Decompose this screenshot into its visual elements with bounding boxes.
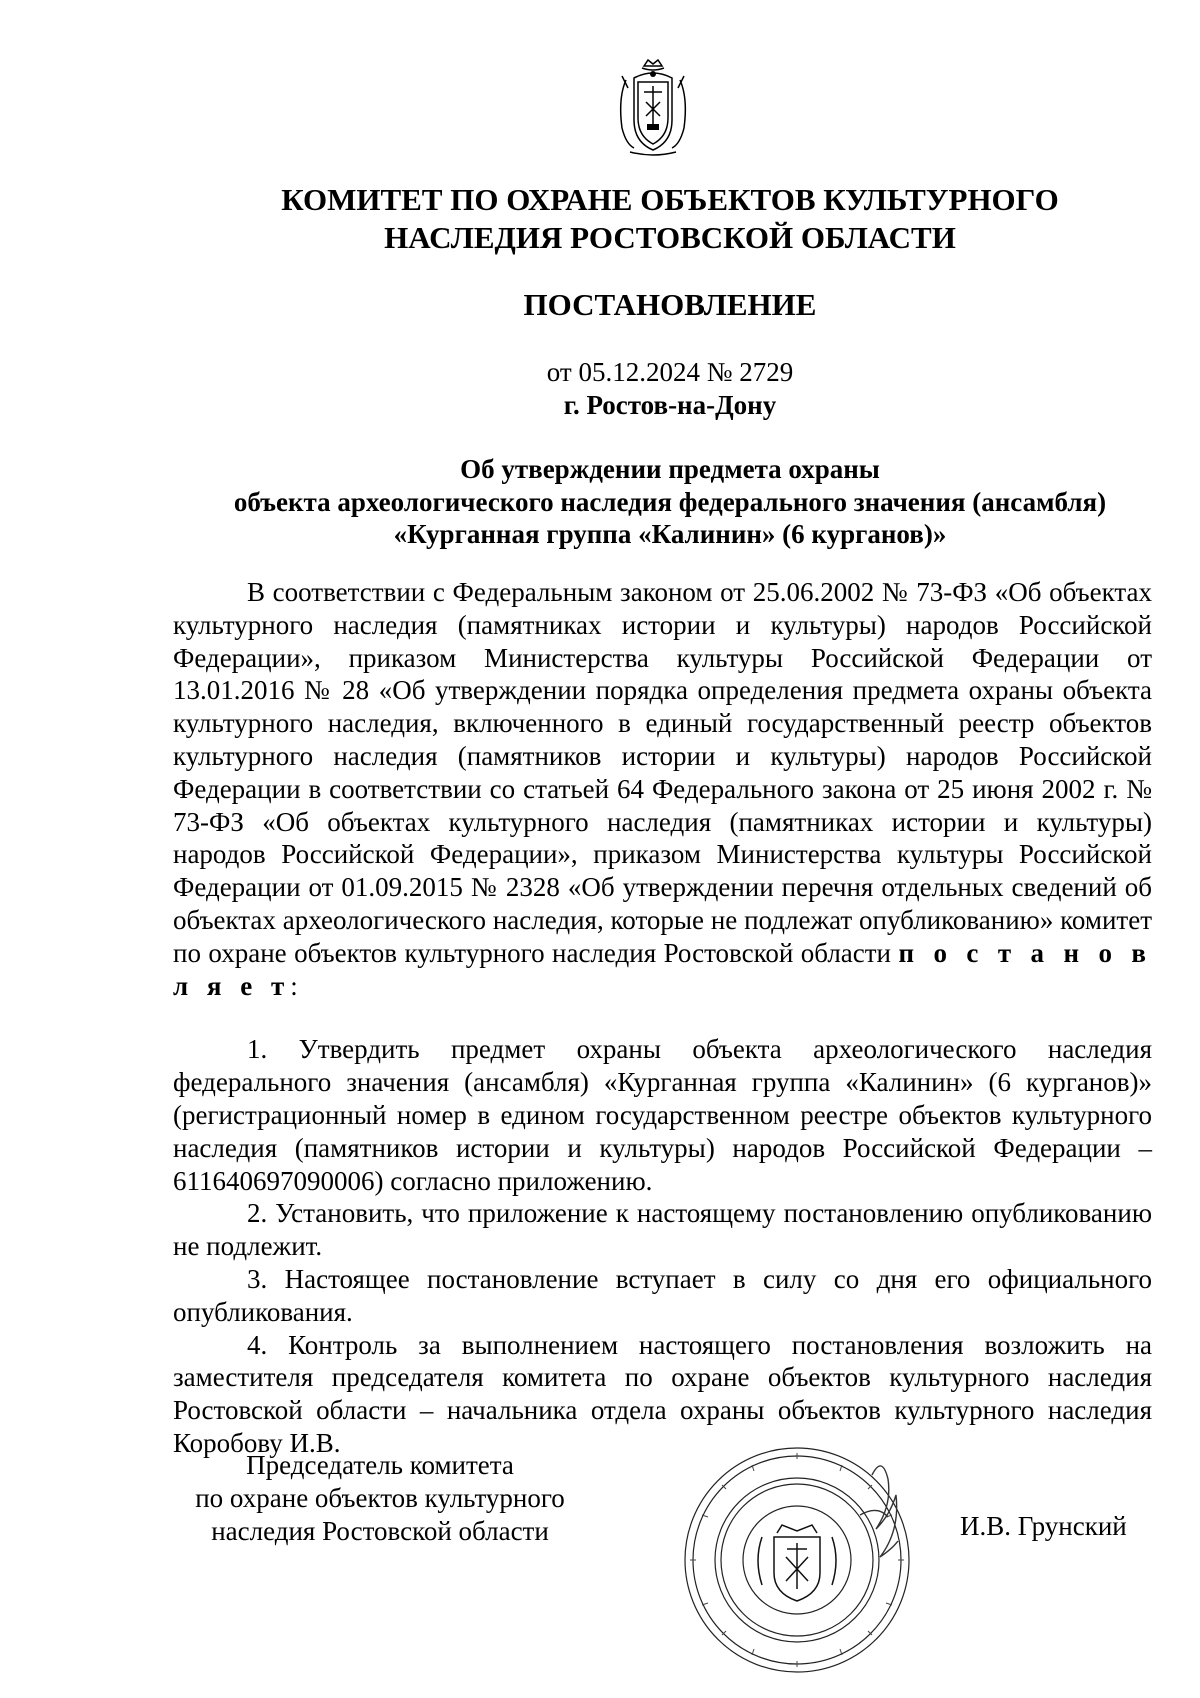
preamble-text: В соответствии с Федеральным законом от 25.06.2002 № 73-ФЗ «Об объектах культурного наследия (памятниках истории и культуры) народов Российской Федерации», приказом Министерства культуры Российской Федерации от 13.01.2016 № 28 «Об утверждении порядка определения предмета охраны объекта культурного наследия, включенного в единый государственный реестр объектов культурного наследия (памятников истории и культуры) народов Российской Федерации в соответствии со статьей 64 Федерального закона от 25 июня 2002 г. № 73-ФЗ «Об объектах культурного наследия (памятниках истории и культуры) народов Российской Федерации», приказом Министерства культуры Российской Федерации от 01.09.2015 № 2328 «Об утверждении перечня отдельных сведений об объектах археологического наследия, которые не подлежат опубликованию» комитет по охране объектов культурного наследия Ростовской области [173, 577, 1152, 968]
item-3: 3. Настоящее постановление вступает в силу со дня его официального опубликования. [173, 1263, 1152, 1327]
subject-line-3: «Курганная группа «Калинин» (6 курганов)» [393, 519, 947, 549]
organization-name-line-2: НАСЛЕДИЯ РОСТОВСКОЙ ОБЛАСТИ [384, 220, 956, 255]
item-4: 4. Контроль за выполнением настоящего постановления возложить на заместителя председателя комитета по охране объектов культурного наследия Ростовской области – начальника отдела охраны объектов культурного наследия Коробову И.В. [173, 1329, 1152, 1458]
organization-name [120, 181, 1200, 257]
official-seal-icon [682, 1445, 912, 1675]
signatory-title-line-2: по охране объектов культурного [195, 1483, 565, 1513]
document-type: ПОСТАНОВЛЕНИЕ [523, 287, 817, 322]
preamble-paragraph [173, 576, 1152, 1002]
item-1: 1. Утвердить предмет охраны объекта археологического наследия федерального значения (ансамбля) «Курганная группа «Калинин» (6 курганов)» (регистрационный номер в едином государственном реестре объектов культурного наследия (памятников истории и культуры) народов Российской Федерации – 611640697090006) согласно приложению. [173, 1034, 1152, 1196]
document-body [173, 576, 1152, 1460]
signatory-name: И.В. Грунский [960, 1511, 1127, 1541]
document-date-number: от 05.12.2024 № 2729 [546, 357, 794, 387]
document-subject [120, 453, 1200, 551]
coat-of-arms-icon [614, 58, 692, 160]
subject-line-2: объекта археологического наследия федерального значения (ансамбля) [233, 486, 1107, 517]
signatory-title-line-1: Председатель комитета [246, 1450, 514, 1480]
decree-word: п о с т а н о в л я е т [173, 937, 1153, 1001]
signatory-title-line-3: наследия Ростовской области [211, 1516, 549, 1546]
preamble-colon: : [290, 970, 298, 1001]
subject-line-1: Об утверждении предмета охраны [460, 454, 880, 484]
signatory-title [180, 1449, 580, 1548]
item-2: 2. Установить, что приложение к настоящему постановлению опубликованию не подлежит. [173, 1198, 1152, 1262]
organization-name-line-1: КОМИТЕТ ПО ОХРАНЕ ОБЪЕКТОВ КУЛЬТУРНОГО [281, 182, 1059, 217]
document-city: г. Ростов-на-Дону [563, 390, 777, 420]
